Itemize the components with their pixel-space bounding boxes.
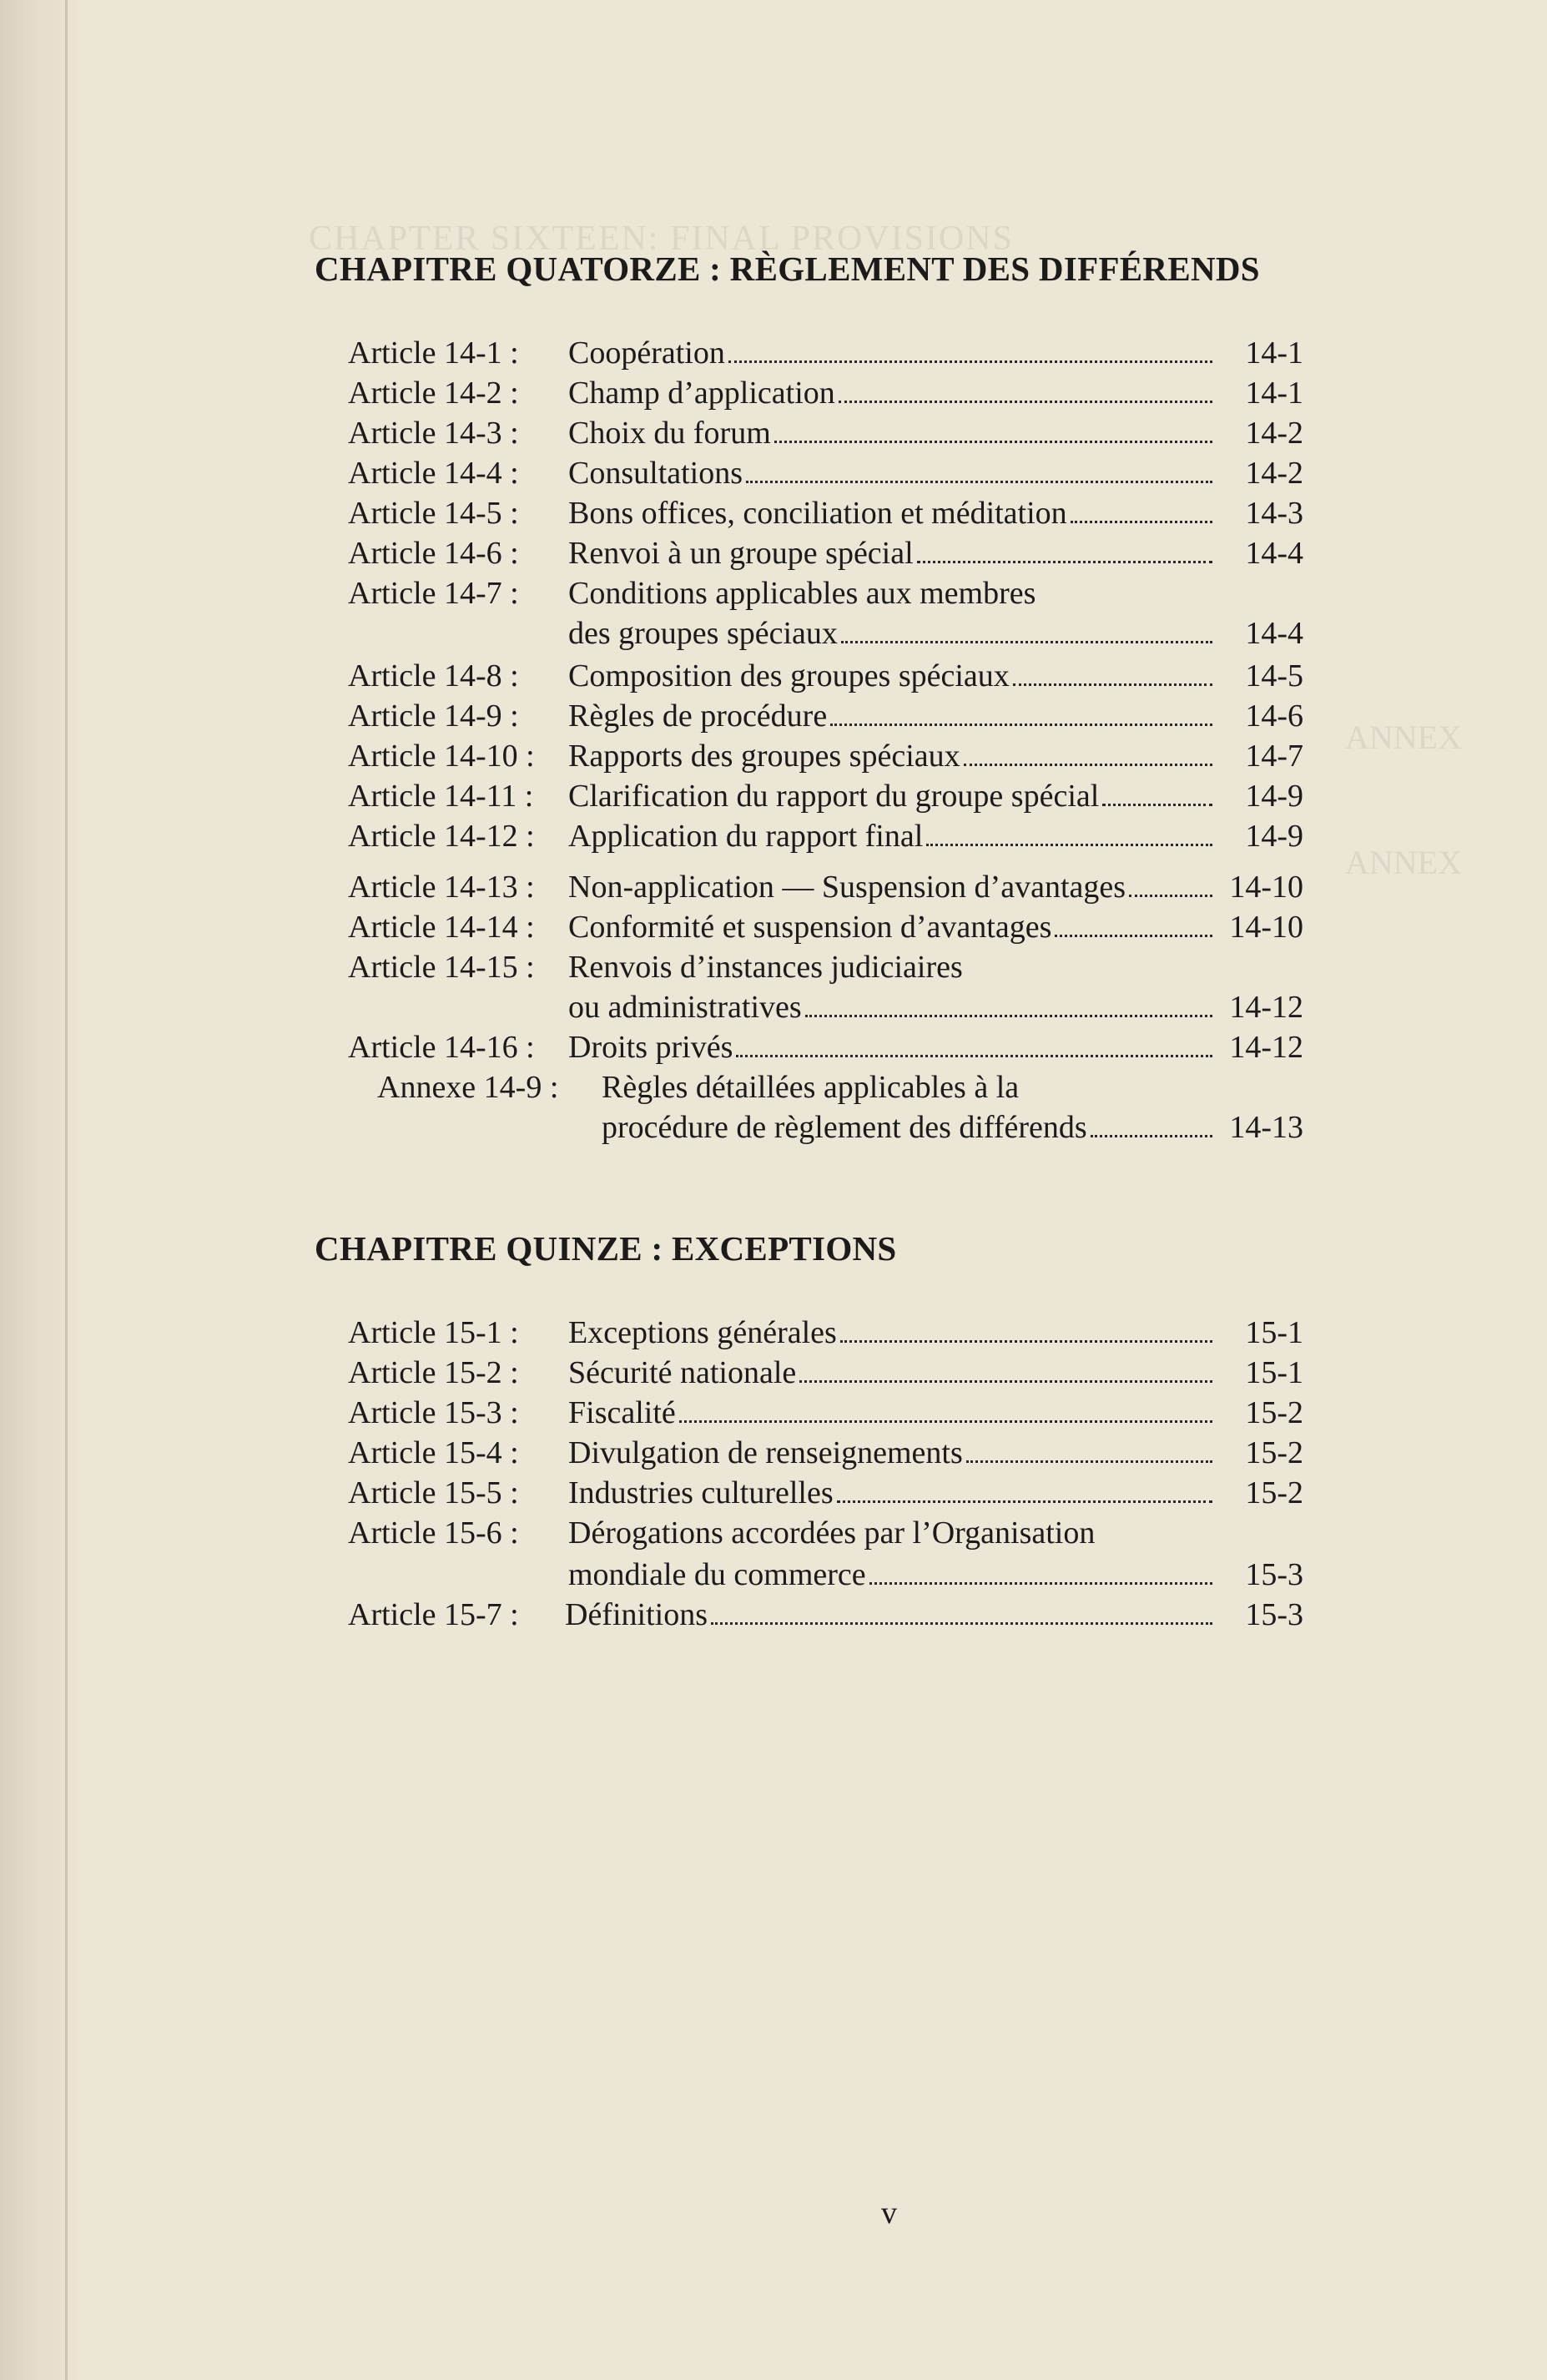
entry-title-line bbox=[568, 655, 1219, 697]
entry-page: 15-3 bbox=[1245, 1557, 1303, 1592]
dot-leader bbox=[1013, 660, 1212, 686]
entry-title: Droits privés bbox=[568, 1030, 733, 1065]
toc-entry[interactable] bbox=[0, 655, 1547, 697]
entry-title: Industries culturelles bbox=[568, 1475, 834, 1510]
toc-entry[interactable] bbox=[0, 1432, 1547, 1474]
page-number: v bbox=[881, 2196, 897, 2231]
dot-leader bbox=[711, 1599, 1212, 1625]
toc-entry[interactable] bbox=[0, 452, 1547, 494]
entry-label: Article 14-15 : bbox=[348, 950, 535, 985]
entry-label: Article 14-13 : bbox=[348, 870, 535, 905]
dot-leader bbox=[774, 417, 1212, 443]
chapter-14-heading: CHAPITRE QUATORZE : RÈGLEMENT DES DIFFÉRENDS bbox=[315, 250, 1260, 288]
toc-entry[interactable] bbox=[0, 412, 1547, 454]
toc-entry[interactable] bbox=[0, 1472, 1547, 1514]
toc-entry[interactable] bbox=[0, 1066, 1547, 1108]
dot-leader bbox=[1129, 871, 1212, 897]
entry-label: Article 14-8 : bbox=[348, 658, 519, 693]
entry-label: Article 15-3 : bbox=[348, 1395, 519, 1430]
entry-title: ou administratives bbox=[568, 990, 802, 1025]
toc-entry[interactable] bbox=[0, 735, 1547, 777]
entry-title-line bbox=[568, 613, 1219, 654]
entry-title-line bbox=[568, 332, 1219, 374]
entry-page: 14-10 bbox=[1229, 910, 1303, 945]
dot-leader bbox=[964, 740, 1212, 766]
toc-entry[interactable] bbox=[0, 1352, 1547, 1394]
entry-title-line bbox=[568, 906, 1219, 948]
entry-label: Article 14-7 : bbox=[348, 576, 519, 611]
entry-title-line bbox=[568, 1312, 1219, 1354]
toc-entry[interactable] bbox=[0, 695, 1547, 737]
entry-title-line bbox=[568, 1352, 1219, 1394]
entry-page: 14-10 bbox=[1229, 870, 1303, 905]
toc-entry[interactable] bbox=[0, 572, 1547, 614]
entry-title: Définitions bbox=[565, 1597, 708, 1632]
entry-page: 14-2 bbox=[1245, 456, 1303, 491]
toc-entry[interactable] bbox=[0, 372, 1547, 414]
entry-title-first-line: Renvois d’instances judiciaires bbox=[568, 950, 963, 985]
entry-label: Article 14-9 : bbox=[348, 698, 519, 734]
entry-page: 14-12 bbox=[1229, 990, 1303, 1025]
dot-leader bbox=[728, 337, 1212, 363]
entry-title: Bons offices, conciliation et méditation bbox=[568, 496, 1067, 531]
entry-label: Article 14-5 : bbox=[348, 496, 519, 531]
entry-title-line bbox=[602, 1107, 1219, 1148]
entry-title-line bbox=[565, 1594, 1219, 1636]
entry-title-line bbox=[568, 866, 1219, 908]
entry-title: Coopération bbox=[568, 335, 725, 371]
entry-title-line bbox=[568, 412, 1219, 454]
toc-entry-continuation[interactable] bbox=[0, 1554, 1547, 1596]
entry-label: Article 14-2 : bbox=[348, 376, 519, 411]
dot-leader bbox=[1102, 780, 1212, 806]
entry-page: 14-9 bbox=[1245, 779, 1303, 814]
entry-title-line bbox=[568, 1472, 1219, 1514]
toc-entry[interactable] bbox=[0, 775, 1547, 817]
toc-entry[interactable] bbox=[0, 1392, 1547, 1434]
toc-entry[interactable] bbox=[0, 1026, 1547, 1068]
entry-page: 14-9 bbox=[1245, 819, 1303, 854]
entry-title-line bbox=[568, 815, 1219, 857]
entry-title: procédure de règlement des différends bbox=[602, 1110, 1087, 1145]
toc-entry[interactable] bbox=[0, 1312, 1547, 1354]
entry-title: Divulgation de renseignements bbox=[568, 1435, 963, 1470]
entry-title-first-line: Dérogations accordées par l’Organisation bbox=[568, 1515, 1096, 1551]
entry-title-line bbox=[568, 986, 1219, 1028]
entry-label: Article 15-7 : bbox=[348, 1597, 519, 1632]
toc-entry[interactable] bbox=[0, 946, 1547, 988]
entry-title-line bbox=[568, 1432, 1219, 1474]
dot-leader bbox=[1091, 1112, 1212, 1137]
dot-leader bbox=[1055, 911, 1212, 937]
entry-title-line bbox=[568, 735, 1219, 777]
dot-leader bbox=[966, 1437, 1212, 1463]
toc-entry[interactable] bbox=[0, 492, 1547, 534]
entry-page: 14-5 bbox=[1245, 658, 1303, 693]
entry-title: Rapports des groupes spéciaux bbox=[568, 739, 960, 774]
toc-entry-continuation[interactable] bbox=[0, 613, 1547, 654]
entry-page: 15-3 bbox=[1245, 1597, 1303, 1632]
dot-leader bbox=[840, 1317, 1212, 1343]
entry-title-line bbox=[568, 1026, 1219, 1068]
entry-page: 14-4 bbox=[1245, 536, 1303, 571]
entry-title: Champ d’application bbox=[568, 376, 835, 411]
dot-leader bbox=[799, 1357, 1212, 1383]
dot-leader bbox=[736, 1031, 1212, 1057]
bleed-through-text: CHAPTER SIXTEEN: FINAL PROVISIONS bbox=[309, 219, 1014, 258]
entry-title-line bbox=[568, 532, 1219, 574]
entry-title: Consultations bbox=[568, 456, 743, 491]
entry-title: Composition des groupes spéciaux bbox=[568, 658, 1010, 693]
entry-label: Article 15-4 : bbox=[348, 1435, 519, 1470]
entry-title-line bbox=[568, 695, 1219, 737]
entry-title-line bbox=[568, 1554, 1219, 1596]
entry-title: Application du rapport final bbox=[568, 819, 924, 854]
entry-title: Choix du forum bbox=[568, 416, 771, 451]
toc-entry-continuation[interactable] bbox=[0, 1107, 1547, 1148]
entry-label: Annexe 14-9 : bbox=[377, 1070, 559, 1105]
dot-leader bbox=[841, 618, 1212, 643]
toc-entry-continuation[interactable] bbox=[0, 986, 1547, 1028]
entry-title: Sécurité nationale bbox=[568, 1355, 797, 1390]
entry-title: Renvoi à un groupe spécial bbox=[568, 536, 914, 571]
entry-label: Article 14-11 : bbox=[348, 779, 534, 814]
toc-entry[interactable] bbox=[0, 532, 1547, 574]
entry-title: Non-application — Suspension d’avantages bbox=[568, 870, 1126, 905]
toc-entry[interactable] bbox=[0, 906, 1547, 948]
entry-title-first-line: Règles détaillées applicables à la bbox=[602, 1070, 1020, 1105]
entry-title-first-line: Conditions applicables aux membres bbox=[568, 576, 1036, 611]
entry-page: 14-4 bbox=[1245, 616, 1303, 651]
chapter-15-heading: CHAPITRE QUINZE : EXCEPTIONS bbox=[315, 1229, 897, 1268]
entry-page: 15-1 bbox=[1245, 1315, 1303, 1350]
entry-page: 14-7 bbox=[1245, 739, 1303, 774]
entry-label: Article 15-5 : bbox=[348, 1475, 519, 1510]
entry-title: Exceptions générales bbox=[568, 1315, 837, 1350]
toc-entry[interactable] bbox=[0, 815, 1547, 857]
bleed-through-text: ANNEX bbox=[1345, 719, 1462, 756]
entry-title: Clarification du rapport du groupe spécial bbox=[568, 779, 1100, 814]
dot-leader bbox=[746, 457, 1212, 483]
entry-page: 15-2 bbox=[1245, 1395, 1303, 1430]
entry-label: Article 14-1 : bbox=[348, 335, 519, 371]
entry-title-line bbox=[568, 452, 1219, 494]
entry-page: 14-1 bbox=[1245, 335, 1303, 371]
dot-leader bbox=[926, 820, 1212, 846]
toc-entry[interactable] bbox=[0, 1594, 1547, 1636]
toc-entry[interactable] bbox=[0, 866, 1547, 908]
entry-title: Règles de procédure bbox=[568, 698, 828, 734]
entry-title-line bbox=[568, 1392, 1219, 1434]
entry-page: 14-13 bbox=[1229, 1110, 1303, 1145]
dot-leader bbox=[869, 1559, 1212, 1585]
entry-title-line bbox=[568, 372, 1219, 414]
entry-label: Article 14-4 : bbox=[348, 456, 519, 491]
entry-page: 15-2 bbox=[1245, 1475, 1303, 1510]
toc-entry[interactable] bbox=[0, 1512, 1547, 1554]
dot-leader bbox=[679, 1397, 1212, 1423]
entry-label: Article 15-6 : bbox=[348, 1515, 519, 1551]
entry-title: Fiscalité bbox=[568, 1395, 676, 1430]
entry-page: 15-2 bbox=[1245, 1435, 1303, 1470]
entry-label: Article 15-2 : bbox=[348, 1355, 519, 1390]
dot-leader bbox=[917, 537, 1212, 563]
entry-label: Article 15-1 : bbox=[348, 1315, 519, 1350]
dot-leader bbox=[839, 377, 1212, 403]
dot-leader bbox=[805, 991, 1212, 1017]
entry-label: Article 14-6 : bbox=[348, 536, 519, 571]
entry-label: Article 14-14 : bbox=[348, 910, 535, 945]
dot-leader bbox=[830, 700, 1212, 726]
dot-leader bbox=[1071, 497, 1212, 523]
entry-label: Article 14-16 : bbox=[348, 1030, 535, 1065]
entry-label: Article 14-12 : bbox=[348, 819, 535, 854]
entry-label: Article 14-3 : bbox=[348, 416, 519, 451]
entry-label: Article 14-10 : bbox=[348, 739, 535, 774]
entry-title-line bbox=[568, 775, 1219, 817]
entry-title: mondiale du commerce bbox=[568, 1557, 866, 1592]
bleed-through-text: ANNEX bbox=[1345, 844, 1462, 881]
toc-entry[interactable] bbox=[0, 332, 1547, 374]
entry-page: 14-6 bbox=[1245, 698, 1303, 734]
dot-leader bbox=[837, 1477, 1212, 1503]
entry-page: 14-2 bbox=[1245, 416, 1303, 451]
entry-title: des groupes spéciaux bbox=[568, 616, 838, 651]
entry-page: 14-3 bbox=[1245, 496, 1303, 531]
entry-title-line bbox=[568, 492, 1219, 534]
entry-page: 15-1 bbox=[1245, 1355, 1303, 1390]
entry-page: 14-12 bbox=[1229, 1030, 1303, 1065]
entry-page: 14-1 bbox=[1245, 376, 1303, 411]
entry-title: Conformité et suspension d’avantages bbox=[568, 910, 1052, 945]
